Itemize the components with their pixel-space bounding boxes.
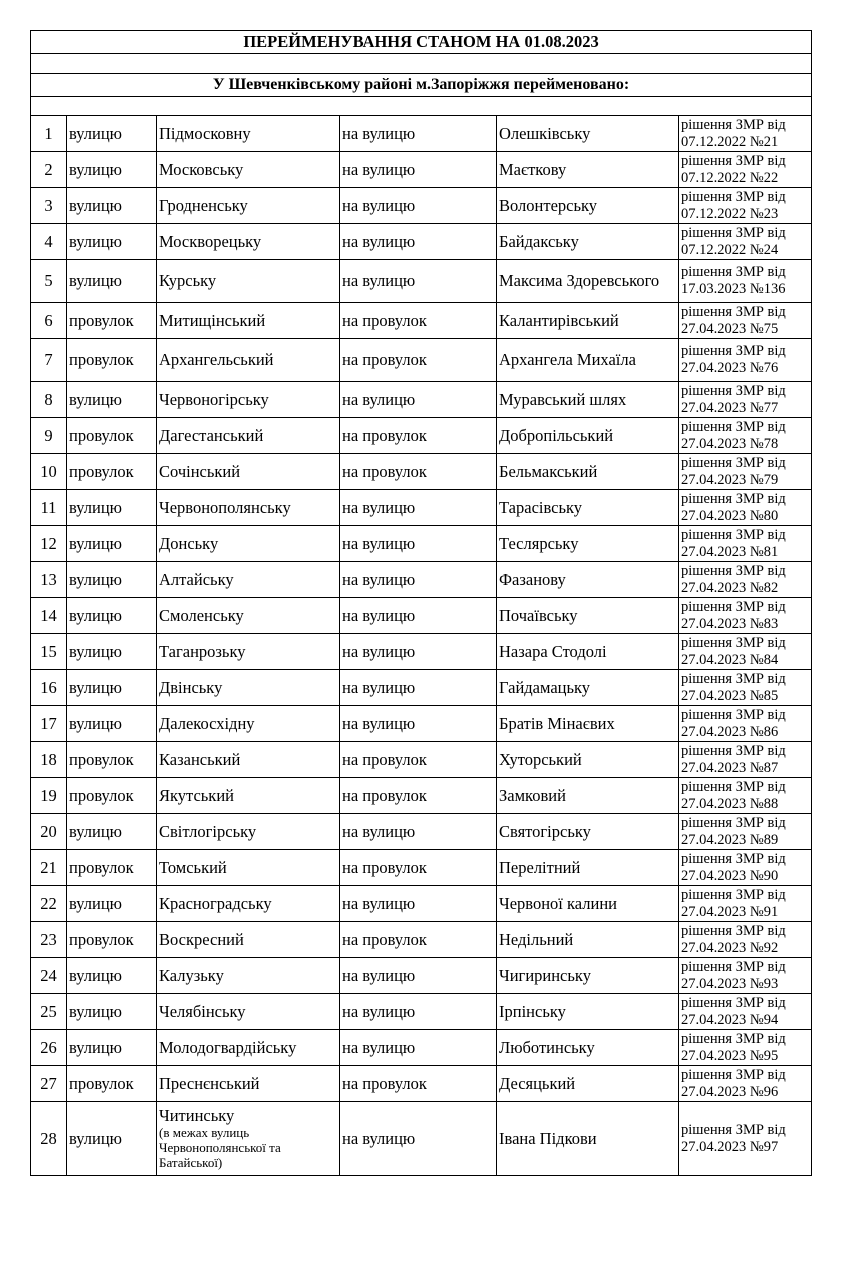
old-name: Сочінський xyxy=(157,454,340,490)
decision-line-2: 27.04.2023 №87 xyxy=(681,759,779,776)
old-name: Світлогірську xyxy=(157,814,340,850)
old-type: вулицю xyxy=(67,1030,157,1066)
decision-line-1: рішення ЗМР від xyxy=(681,598,786,615)
table-row xyxy=(31,814,812,850)
rename-to: на провулок xyxy=(340,850,497,886)
table-row xyxy=(31,188,812,224)
old-type: вулицю xyxy=(67,260,157,303)
decision-line-2: 27.04.2023 №83 xyxy=(681,615,779,632)
old-name: Московську xyxy=(157,152,340,188)
new-name: Недільний xyxy=(497,922,679,958)
table-row xyxy=(31,670,812,706)
old-name: Алтайську xyxy=(157,562,340,598)
decision-line-1: рішення ЗМР від xyxy=(681,382,786,399)
old-name: Калузьку xyxy=(157,958,340,994)
district-subtitle: У Шевченківському районі м.Запоріжжя перейменовано: xyxy=(31,74,812,97)
old-type: вулицю xyxy=(67,116,157,152)
decision xyxy=(679,260,812,303)
row-number: 16 xyxy=(31,670,67,706)
new-name: Добропільський xyxy=(497,418,679,454)
decision xyxy=(679,188,812,224)
rename-to: на вулицю xyxy=(340,958,497,994)
old-type: вулицю xyxy=(67,598,157,634)
rename-to: на вулицю xyxy=(340,1102,497,1176)
rename-to: на вулицю xyxy=(340,224,497,260)
new-name: Архангела Михаїла xyxy=(497,339,679,382)
table-row xyxy=(31,152,812,188)
rename-to: на вулицю xyxy=(340,188,497,224)
row-number: 12 xyxy=(31,526,67,562)
decision-line-1: рішення ЗМР від xyxy=(681,303,786,320)
old-type: вулицю xyxy=(67,490,157,526)
new-name: Івана Підкови xyxy=(497,1102,679,1176)
old-name-main: Читинську xyxy=(159,1106,235,1125)
table-row xyxy=(31,382,812,418)
table-row xyxy=(31,958,812,994)
old-name xyxy=(157,1102,340,1176)
decision-line-1: рішення ЗМР від xyxy=(681,958,786,975)
decision xyxy=(679,598,812,634)
new-name: Калантирівський xyxy=(497,303,679,339)
row-number: 20 xyxy=(31,814,67,850)
blank-row xyxy=(31,97,812,116)
old-name: Челябінську xyxy=(157,994,340,1030)
decision-line-2: 27.04.2023 №77 xyxy=(681,399,779,416)
row-number: 26 xyxy=(31,1030,67,1066)
decision-line-1: рішення ЗМР від xyxy=(681,814,786,831)
old-type: провулок xyxy=(67,922,157,958)
table-row xyxy=(31,116,812,152)
decision-line-1: рішення ЗМР від xyxy=(681,343,786,359)
decision-line-2: 07.12.2022 №21 xyxy=(681,133,779,150)
old-name: Гродненську xyxy=(157,188,340,224)
old-type: провулок xyxy=(67,418,157,454)
table-row xyxy=(31,634,812,670)
decision xyxy=(679,886,812,922)
new-name: Байдакську xyxy=(497,224,679,260)
rename-to: на вулицю xyxy=(340,994,497,1030)
table-row xyxy=(31,418,812,454)
old-type: вулицю xyxy=(67,706,157,742)
old-type: вулицю xyxy=(67,634,157,670)
row-number: 24 xyxy=(31,958,67,994)
new-name: Замковий xyxy=(497,778,679,814)
table-row xyxy=(31,1102,812,1176)
row-number: 6 xyxy=(31,303,67,339)
decision-line-1: рішення ЗМР від xyxy=(681,116,786,133)
decision-line-1: рішення ЗМР від xyxy=(681,1030,786,1047)
decision-line-2: 27.04.2023 №94 xyxy=(681,1011,779,1028)
new-name: Святогірську xyxy=(497,814,679,850)
decision-line-2: 27.04.2023 №76 xyxy=(681,360,779,376)
old-type: провулок xyxy=(67,742,157,778)
decision-line-2: 27.04.2023 №79 xyxy=(681,471,779,488)
old-name: Москворецьку xyxy=(157,224,340,260)
decision xyxy=(679,778,812,814)
decision-line-2: 27.04.2023 №96 xyxy=(681,1083,779,1100)
decision xyxy=(679,1030,812,1066)
table-row xyxy=(31,778,812,814)
new-name: Чигиринську xyxy=(497,958,679,994)
decision-line-2: 27.04.2023 №84 xyxy=(681,651,779,668)
old-name: Таганрозьку xyxy=(157,634,340,670)
table-row xyxy=(31,490,812,526)
old-type: вулицю xyxy=(67,224,157,260)
old-type: провулок xyxy=(67,850,157,886)
decision-line-2: 27.04.2023 №91 xyxy=(681,903,779,920)
table-row xyxy=(31,454,812,490)
decision-line-2: 27.04.2023 №75 xyxy=(681,320,779,337)
new-name: Муравський шлях xyxy=(497,382,679,418)
decision xyxy=(679,152,812,188)
decision-line-1: рішення ЗМР від xyxy=(681,742,786,759)
decision xyxy=(679,454,812,490)
old-name: Донську xyxy=(157,526,340,562)
new-name: Перелітний xyxy=(497,850,679,886)
decision xyxy=(679,418,812,454)
decision-line-1: рішення ЗМР від xyxy=(681,706,786,723)
table-row xyxy=(31,706,812,742)
decision-line-2: 27.04.2023 №89 xyxy=(681,831,779,848)
decision-line-2: 27.04.2023 №90 xyxy=(681,867,779,884)
decision-line-2: 27.04.2023 №81 xyxy=(681,543,779,560)
old-name: Дагестанський xyxy=(157,418,340,454)
row-number: 23 xyxy=(31,922,67,958)
table-row xyxy=(31,850,812,886)
old-type: провулок xyxy=(67,778,157,814)
table-row xyxy=(31,1066,812,1102)
row-number: 3 xyxy=(31,188,67,224)
decision-line-2: 27.04.2023 №82 xyxy=(681,579,779,596)
decision-line-1: рішення ЗМР від xyxy=(681,188,786,205)
new-name: Братів Мінаєвих xyxy=(497,706,679,742)
decision xyxy=(679,339,812,382)
row-number: 17 xyxy=(31,706,67,742)
decision xyxy=(679,634,812,670)
decision-line-1: рішення ЗМР від xyxy=(681,1066,786,1083)
new-name: Олешківську xyxy=(497,116,679,152)
rename-to: на вулицю xyxy=(340,670,497,706)
decision-line-1: рішення ЗМР від xyxy=(681,152,786,169)
row-number: 18 xyxy=(31,742,67,778)
decision xyxy=(679,526,812,562)
decision-line-2: 27.04.2023 №78 xyxy=(681,435,779,452)
table-row xyxy=(31,224,812,260)
decision xyxy=(679,850,812,886)
decision xyxy=(679,922,812,958)
decision-line-2: 27.04.2023 №93 xyxy=(681,975,779,992)
old-name: Казанський xyxy=(157,742,340,778)
rename-to: на провулок xyxy=(340,418,497,454)
old-type: провулок xyxy=(67,303,157,339)
renaming-table xyxy=(30,30,812,1176)
new-name: Маєткову xyxy=(497,152,679,188)
rename-to: на вулицю xyxy=(340,382,497,418)
rename-to: на вулицю xyxy=(340,598,497,634)
old-name: Архангельський xyxy=(157,339,340,382)
rename-to: на вулицю xyxy=(340,706,497,742)
old-name: Митищінський xyxy=(157,303,340,339)
rename-to: на провулок xyxy=(340,339,497,382)
new-name: Теслярську xyxy=(497,526,679,562)
decision-line-1: рішення ЗМР від xyxy=(681,264,786,280)
rename-to: на вулицю xyxy=(340,260,497,303)
decision-line-1: рішення ЗМР від xyxy=(681,994,786,1011)
rename-to: на провулок xyxy=(340,922,497,958)
decision-line-1: рішення ЗМР від xyxy=(681,454,786,471)
rename-to: на вулицю xyxy=(340,116,497,152)
table-row xyxy=(31,339,812,382)
decision-line-1: рішення ЗМР від xyxy=(681,634,786,651)
old-name: Томський xyxy=(157,850,340,886)
new-name: Фазанову xyxy=(497,562,679,598)
row-number: 28 xyxy=(31,1102,67,1176)
old-name: Молодогвардійську xyxy=(157,1030,340,1066)
decision-line-1: рішення ЗМР від xyxy=(681,526,786,543)
old-name: Якутський xyxy=(157,778,340,814)
table-row xyxy=(31,598,812,634)
decision xyxy=(679,994,812,1030)
title-row xyxy=(31,31,812,54)
rename-to: на вулицю xyxy=(340,526,497,562)
rename-to: на провулок xyxy=(340,454,497,490)
rename-to: на провулок xyxy=(340,303,497,339)
decision-line-1: рішення ЗМР від xyxy=(681,562,786,579)
rename-to: на вулицю xyxy=(340,634,497,670)
old-name: Підмосковну xyxy=(157,116,340,152)
rename-to: на вулицю xyxy=(340,814,497,850)
rename-to: на провулок xyxy=(340,742,497,778)
decision xyxy=(679,706,812,742)
new-name: Тарасівську xyxy=(497,490,679,526)
row-number: 9 xyxy=(31,418,67,454)
new-name: Десяцький xyxy=(497,1066,679,1102)
table-row xyxy=(31,303,812,339)
table-row xyxy=(31,742,812,778)
row-number: 5 xyxy=(31,260,67,303)
new-name: Максима Здоревського xyxy=(497,260,679,303)
new-name: Назара Стодолі xyxy=(497,634,679,670)
decision xyxy=(679,382,812,418)
old-name: Червоногірську xyxy=(157,382,340,418)
decision-line-1: рішення ЗМР від xyxy=(681,922,786,939)
row-number: 15 xyxy=(31,634,67,670)
decision-line-2: 27.04.2023 №92 xyxy=(681,939,779,956)
decision-line-2: 07.12.2022 №23 xyxy=(681,205,779,222)
old-type: вулицю xyxy=(67,958,157,994)
old-type: вулицю xyxy=(67,152,157,188)
table-row xyxy=(31,886,812,922)
decision xyxy=(679,116,812,152)
rename-to: на вулицю xyxy=(340,562,497,598)
decision xyxy=(679,562,812,598)
decision-line-1: рішення ЗМР від xyxy=(681,490,786,507)
decision-line-2: 07.12.2022 №22 xyxy=(681,169,779,186)
old-type: вулицю xyxy=(67,670,157,706)
old-type: вулицю xyxy=(67,886,157,922)
decision xyxy=(679,1066,812,1102)
rename-to: на вулицю xyxy=(340,152,497,188)
subtitle-row xyxy=(31,74,812,97)
old-type: вулицю xyxy=(67,188,157,224)
old-name: Далекосхідну xyxy=(157,706,340,742)
decision-line-1: рішення ЗМР від xyxy=(681,670,786,687)
row-number: 4 xyxy=(31,224,67,260)
row-number: 14 xyxy=(31,598,67,634)
old-name: Двінську xyxy=(157,670,340,706)
rename-to: на провулок xyxy=(340,1066,497,1102)
row-number: 7 xyxy=(31,339,67,382)
decision-line-2: 27.04.2023 №86 xyxy=(681,723,779,740)
decision xyxy=(679,814,812,850)
old-type: вулицю xyxy=(67,526,157,562)
page-title: ПЕРЕЙМЕНУВАННЯ СТАНОМ НА 01.08.2023 xyxy=(31,31,812,54)
decision-line-1: рішення ЗМР від xyxy=(681,418,786,435)
decision xyxy=(679,1102,812,1176)
old-type: вулицю xyxy=(67,562,157,598)
table-row xyxy=(31,1030,812,1066)
row-number: 1 xyxy=(31,116,67,152)
decision-line-1: рішення ЗМР від xyxy=(681,778,786,795)
decision xyxy=(679,303,812,339)
rename-to: на вулицю xyxy=(340,886,497,922)
decision-line-2: 07.12.2022 №24 xyxy=(681,241,779,258)
decision xyxy=(679,490,812,526)
table-row xyxy=(31,526,812,562)
rename-to: на вулицю xyxy=(340,1030,497,1066)
row-number: 13 xyxy=(31,562,67,598)
decision-line-2: 27.04.2023 №85 xyxy=(681,687,779,704)
old-type: вулицю xyxy=(67,382,157,418)
rename-to: на вулицю xyxy=(340,490,497,526)
old-type: вулицю xyxy=(67,814,157,850)
decision-line-2: 27.04.2023 №88 xyxy=(681,795,779,812)
decision xyxy=(679,670,812,706)
row-number: 21 xyxy=(31,850,67,886)
old-name-note: (в межах вулиць Червонополянської та Батайської) xyxy=(159,1125,281,1170)
new-name: Волонтерську xyxy=(497,188,679,224)
table-row xyxy=(31,922,812,958)
new-name: Червоної калини xyxy=(497,886,679,922)
row-number: 19 xyxy=(31,778,67,814)
new-name: Люботинську xyxy=(497,1030,679,1066)
blank-row xyxy=(31,54,812,74)
table-row xyxy=(31,260,812,303)
row-number: 11 xyxy=(31,490,67,526)
decision-line-2: 27.04.2023 №80 xyxy=(681,507,779,524)
decision xyxy=(679,958,812,994)
row-number: 2 xyxy=(31,152,67,188)
decision-line-1: рішення ЗМР від xyxy=(681,224,786,241)
table-row xyxy=(31,562,812,598)
old-type: провулок xyxy=(67,454,157,490)
row-number: 10 xyxy=(31,454,67,490)
decision-line-1: рішення ЗМР від xyxy=(681,886,786,903)
table-row xyxy=(31,994,812,1030)
rename-to: на провулок xyxy=(340,778,497,814)
decision-line-2: 27.04.2023 №95 xyxy=(681,1047,779,1064)
decision-line-1: рішення ЗМР від xyxy=(681,850,786,867)
old-type: провулок xyxy=(67,339,157,382)
row-number: 27 xyxy=(31,1066,67,1102)
row-number: 8 xyxy=(31,382,67,418)
old-name: Преснєнський xyxy=(157,1066,340,1102)
new-name: Почаївську xyxy=(497,598,679,634)
new-name: Хуторський xyxy=(497,742,679,778)
old-name: Красноградську xyxy=(157,886,340,922)
row-number: 22 xyxy=(31,886,67,922)
new-name: Гайдамацьку xyxy=(497,670,679,706)
old-type: вулицю xyxy=(67,1102,157,1176)
row-number: 25 xyxy=(31,994,67,1030)
decision-line-1: рішення ЗМР від xyxy=(681,1121,786,1138)
new-name: Ірпінську xyxy=(497,994,679,1030)
old-name: Червонополянську xyxy=(157,490,340,526)
old-name: Курську xyxy=(157,260,340,303)
decision-line-2: 27.04.2023 №97 xyxy=(681,1138,779,1155)
old-name: Воскресний xyxy=(157,922,340,958)
decision-line-2: 17.03.2023 №136 xyxy=(681,281,786,297)
old-name: Смоленську xyxy=(157,598,340,634)
decision xyxy=(679,742,812,778)
old-type: провулок xyxy=(67,1066,157,1102)
decision xyxy=(679,224,812,260)
old-type: вулицю xyxy=(67,994,157,1030)
new-name: Бельмакський xyxy=(497,454,679,490)
